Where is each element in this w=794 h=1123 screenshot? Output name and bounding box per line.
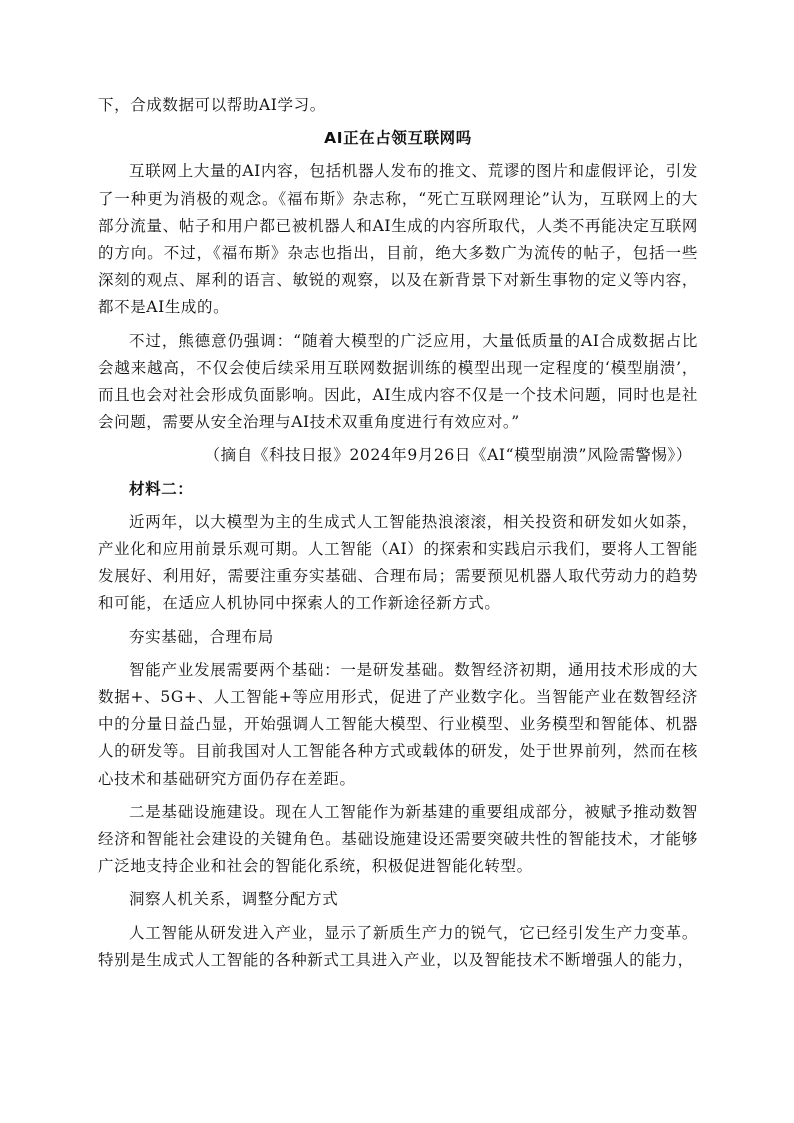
material-label: 材料二：	[129, 479, 194, 498]
section-title: AI正在占领互联网吗	[324, 129, 472, 148]
paragraph-2: 不过，熊德意仍强调：“随着大模型的广泛应用，大量低质量的AI合成数据占比会越来越高，不仅会使后续采用互联网数据训练的模型出现一定程度的‘模型崩溃’，而且也会对社会形成负面影响。因此，AI生成内容不仅是一个技术问题，同时也是社会问题，需要从安全治理与AI技术双重角度进行有效应对。”	[98, 331, 698, 432]
source-citation: （摘自《科技日报》2024年9月26日《AI“模型崩溃”风险需警惕》）	[204, 446, 692, 465]
paragraph-5: 二是基础设施建设。现在人工智能作为新基建的重要组成部分，被赋予推动数智经济和智能社会建设的关键角色。基础设施建设还需要突破共性的智能技术，才能够广泛地支持企业和社会的智能化系统，积极促进智能化转型。	[98, 802, 698, 876]
paragraph-4: 智能产业发展需要两个基础：一是研发基础。数智经济初期，通用技术形成的大数据+、5G+、人工智能+等应用形式，促进了产业数字化。当智能产业在数智经济中的分量日益凸显，开始强调人工智能大模型、行业模型、业务模型和智能体、机器人的研发等。目前我国对人工智能各种方式或载体的研发，处于世界前列，然而在核心技术和基础研究方面仍存在差距。	[98, 660, 698, 788]
paragraph-1: 互联网上大量的AI内容，包括机器人发布的推文、荒谬的图片和虚假评论，引发了一种更为消极的观念。《福布斯》杂志称，“死亡互联网理论”认为，互联网上的大部分流量、帖子和用户都已被机器人和AI生成的内容所取代，人类不再能决定互联网的方向。不过，《福布斯》杂志也指出，目前，绝大多数广为流传的帖子，包括一些深刻的观点、犀利的语言、敏锐的观察，以及在新背景下对新生事物的定义等内容，都不是AI生成的。	[98, 162, 698, 317]
document-page	[98, 92, 698, 974]
subheading-1: 夯实基础，合理布局	[129, 627, 274, 646]
paragraph-3: 近两年，以大模型为主的生成式人工智能热浪滚滚，相关投资和研发如火如荼，产业化和应用前景乐观可期。人工智能（AI）的探索和实践启示我们，要将人工智能发展好、利用好，需要注重夯实基础、合理布局；需要预见机器人取代劳动力的趋势和可能，在适应人机协同中探索人的工作新途径新方式。	[98, 512, 698, 613]
paragraph-continuation: 下，合成数据可以帮助AI学习。	[98, 96, 326, 114]
paragraph-6: 人工智能从研发进入产业，显示了新质生产力的锐气，它已经引发生产力变革。特别是生成式人工智能的各种新式工具进入产业，以及智能技术不断增强人的能力，	[98, 923, 698, 969]
subheading-2: 洞察人机关系，调整分配方式	[129, 890, 339, 909]
